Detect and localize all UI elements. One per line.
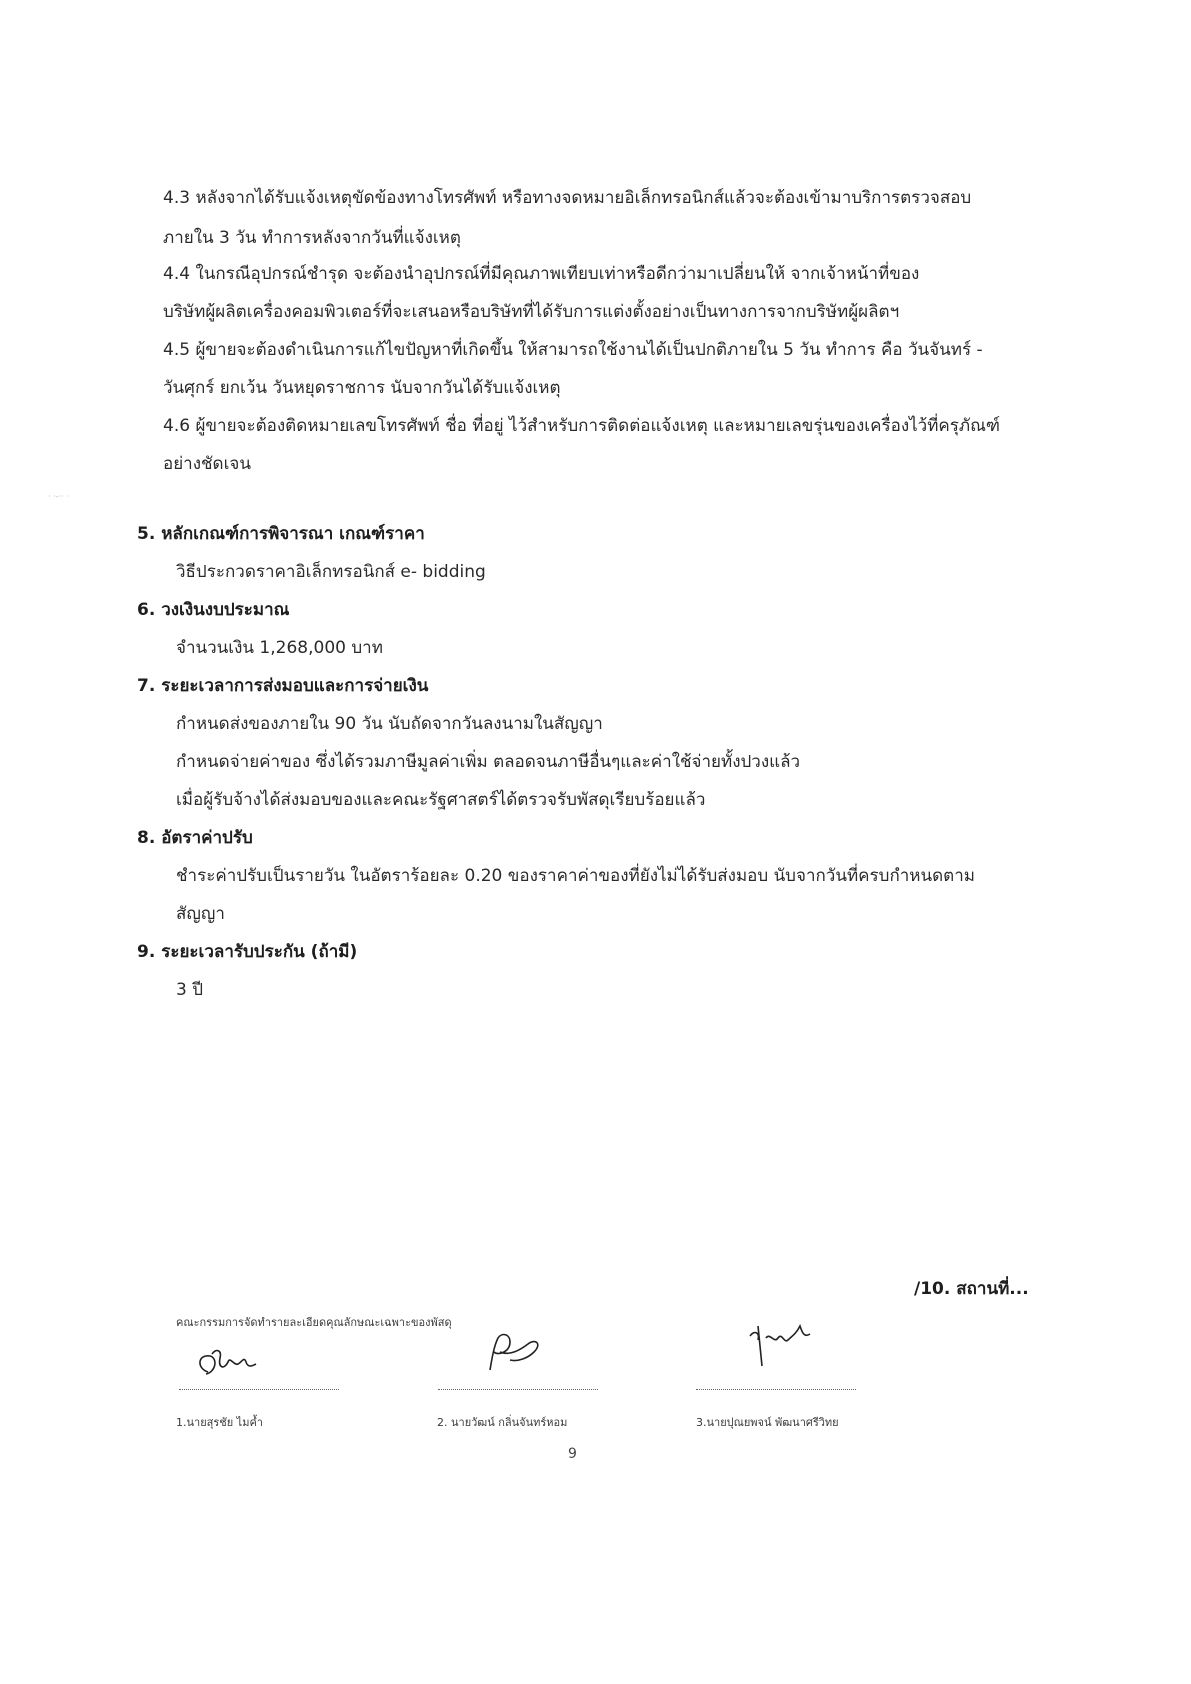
section-4-4-line-1: 4.4 ในกรณีอุปกรณ์ชำรุด จะต้องนำอุปกรณ์ที่มีคุณภาพเทียบเท่าหรือดีกว่ามาเปลี่ยนให้ จากเจ้าหน้าที่ของ	[163, 264, 920, 284]
section-4-6-line-1: 4.6 ผู้ขายจะต้องติดหมายเลขโทรศัพท์ ชื่อ ที่อยู่ ไว้สำหรับการติดต่อแจ้งเหตุ และหมายเลขรุ่นของเครื่องไว้ที่ครุภัณฑ์	[163, 416, 1001, 436]
section-4-5-line-2: วันศุกร์ ยกเว้น วันหยุดราชการ นับจากวันได้รับแจ้งเหตุ	[163, 378, 561, 398]
signature-line-2	[438, 1389, 598, 1390]
page-number: 9	[568, 1446, 577, 1462]
section-8-body-1: ชำระค่าปรับเป็นรายวัน ในอัตราร้อยละ 0.20 ของราคาค่าของที่ยังไม่ได้รับส่งมอบ นับจากวันที่ครบกำหนดตาม	[176, 866, 975, 886]
section-8-body-2: สัญญา	[176, 904, 225, 924]
section-6-heading: 6. วงเงินงบประมาณ	[137, 600, 290, 620]
committee-title: คณะกรรมการจัดทำรายละเอียดคุณลักษณะเฉพาะของพัสดุ	[176, 1316, 452, 1329]
section-6-body: จำนวนเงิน 1,268,000 บาท	[176, 638, 383, 658]
section-7-body-2: กำหนดจ่ายค่าของ ซึ่งได้รวมภาษีมูลค่าเพิ่ม ตลอดจนภาษีอื่นๆและค่าใช้จ่ายทั้งปวงแล้ว	[176, 752, 801, 772]
section-5-body: วิธีประกวดราคาอิเล็กทรอนิกส์ e- bidding	[176, 562, 486, 582]
section-7-body-1: กำหนดส่งของภายใน 90 วัน นับถัดจากวันลงนามในสัญญา	[176, 714, 603, 734]
section-9-heading: 9. ระยะเวลารับประกัน (ถ้ามี)	[137, 942, 358, 962]
section-4-5-line-1: 4.5 ผู้ขายจะต้องดำเนินการแก้ไขปัญหาที่เกิดขึ้น ให้สามารถใช้งานได้เป็นปกติภายใน 5 วัน ทำการ คือ วันจันทร์ -	[163, 340, 983, 360]
section-5-heading: 5. หลักเกณฑ์การพิจารณา เกณฑ์ราคา	[137, 524, 425, 544]
signer-1-name: 1.นายสุรชัย ไมค้ำ	[176, 1416, 263, 1429]
section-4-4-line-2: บริษัทผู้ผลิตเครื่องคอมพิวเตอร์ที่จะเสนอหรือบริษัทที่ได้รับการแต่งตั้งอย่างเป็นทางการจากบริษัทผู้ผลิตฯ	[163, 302, 900, 322]
section-7-body-3: เมื่อผู้รับจ้างได้ส่งมอบของและคณะรัฐศาสตร์ได้ตรวจรับพัสดุเรียบร้อยแล้ว	[176, 790, 706, 810]
section-8-heading: 8. อัตราค่าปรับ	[137, 828, 253, 848]
signer-3-name: 3.นายปุณยพจน์ พัฒนาศรีวิทย	[696, 1416, 839, 1429]
signature-1	[188, 1342, 268, 1384]
continuation-marker: /10. สถานที่...	[914, 1279, 1029, 1299]
scan-speck: · ·-·· ·	[48, 492, 69, 501]
signature-3	[740, 1316, 830, 1372]
section-4-6-line-2: อย่างชัดเจน	[163, 454, 251, 474]
signer-2-name: 2. นายวัฒน์ กลิ่นจันทร์หอม	[437, 1416, 568, 1429]
section-4-3-line-1: 4.3 หลังจากได้รับแจ้งเหตุขัดข้องทางโทรศัพท์ หรือทางจดหมายอิเล็กทรอนิกส์แล้วจะต้องเข้ามาบริการตรวจสอบ	[163, 188, 972, 208]
signature-2	[470, 1330, 560, 1382]
section-9-body: 3 ปี	[176, 980, 204, 1000]
signature-line-3	[696, 1389, 856, 1390]
section-4-3-line-2: ภายใน 3 วัน ทำการหลังจากวันที่แจ้งเหตุ	[163, 228, 461, 248]
signature-line-1	[179, 1389, 339, 1390]
section-7-heading: 7. ระยะเวลาการส่งมอบและการจ่ายเงิน	[137, 676, 429, 696]
